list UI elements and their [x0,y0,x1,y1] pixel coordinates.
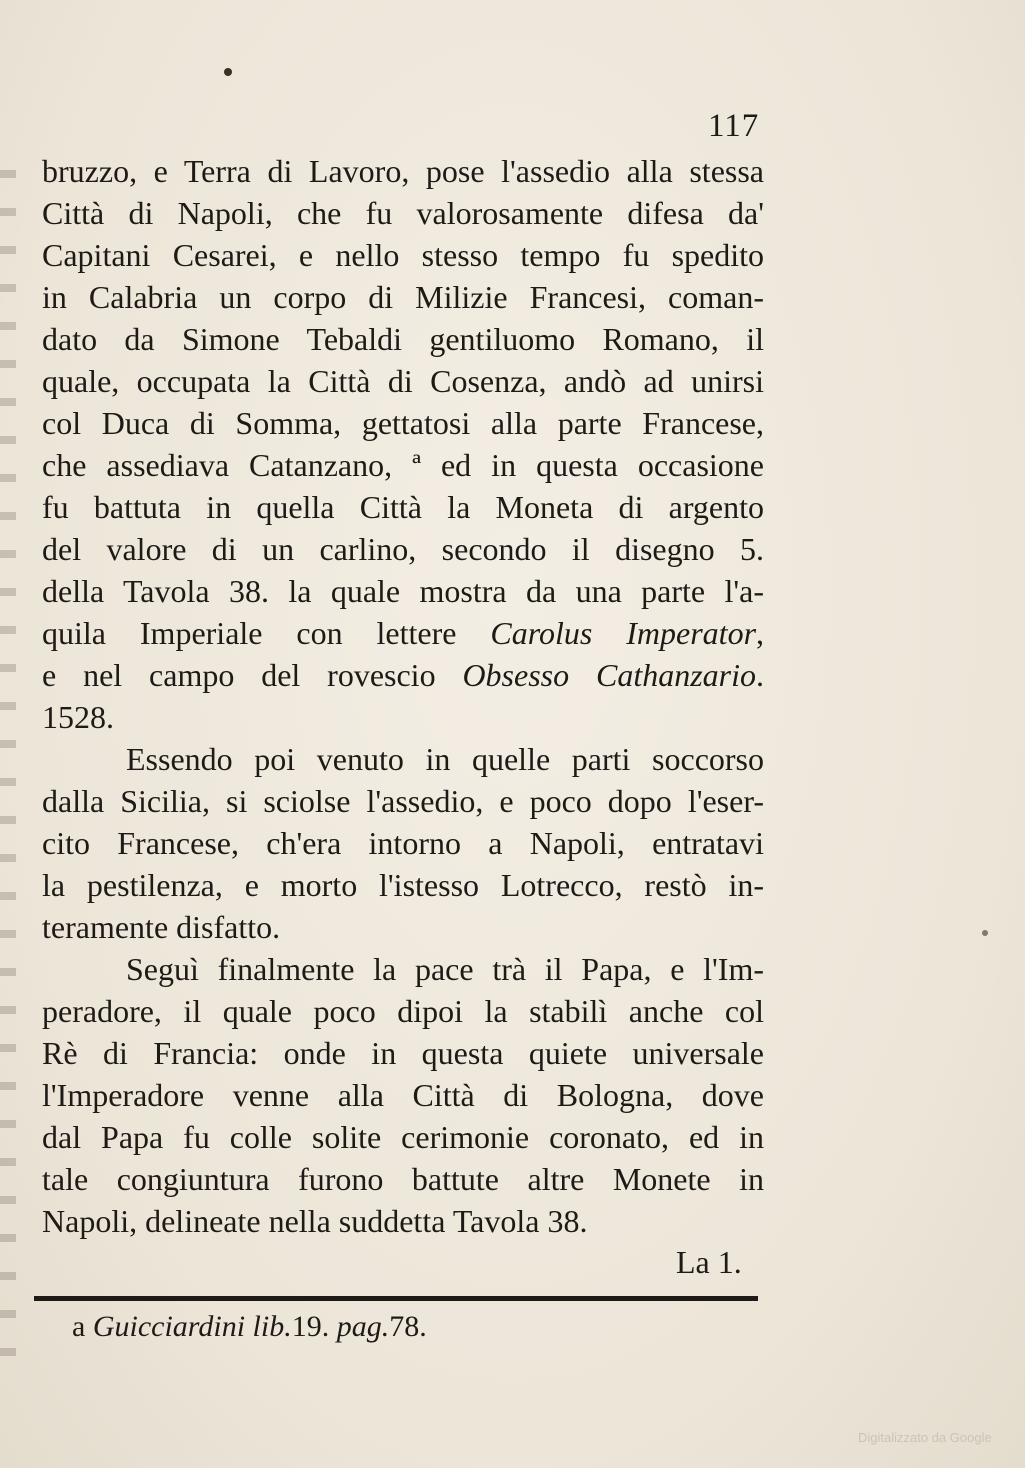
text-segment: quila Imperiale con lettere [42,615,457,651]
catchword: La 1. [676,1244,742,1280]
page-number: 117 [708,108,760,144]
text-line: in Calabria un corpo di Milizie Francesi, coman- [42,279,764,315]
footnote-number: 19. [291,1310,330,1343]
text-line: Rè di Francia: onde in questa quiete universale [42,1035,764,1071]
footnote-number: 78. [389,1310,427,1343]
text-line: dal Papa fu colle solite cerimonie coronato, ed in [42,1119,764,1155]
text-line: del valore di un carlino, secondo il disegno 5. [42,531,764,567]
footnote-marker: a [72,1310,86,1343]
text-line: bruzzo, e Terra di Lavoro, pose l'assedio alla stessa [42,153,764,189]
paragraph-first-line: Essendo poi venuto in quelle parti soccorso [126,741,764,777]
text-line-with-italic [42,612,764,654]
text-line: cito Francese, ch'era intorno a Napoli, entratavi [42,825,764,861]
footnote [72,1306,427,1348]
ink-spot [224,68,232,76]
ink-spot [982,930,988,936]
body-text [42,150,764,1242]
text-line: fu battuta in quella Città la Moneta di argento [42,489,764,525]
text-line: la pestilenza, e morto l'istesso Lotrecco, restò in- [42,867,764,903]
text-line: Capitani Cesarei, e nello stesso tempo fu spedito [42,237,764,273]
footnote-rule [34,1296,758,1301]
text-line: della Tavola 38. la quale mostra da una parte l'a- [42,573,764,609]
italic-inscription: Carolus Imperator [490,615,757,651]
binding-gutter [0,140,16,1380]
punctuation: . [756,657,764,693]
footnote-citation: pag. [336,1310,390,1343]
text-line: 1528. [42,699,114,735]
text-line: dalla Sicilia, si sciolse l'assedio, e poco dopo l'eser- [42,783,764,819]
text-line: l'Imperadore venne alla Città di Bologna, dove [42,1077,764,1113]
text-line: tale congiuntura furono battute altre Monete in [42,1161,764,1197]
text-line: Napoli, delineate nella suddetta Tavola 38. [42,1203,588,1239]
digitization-watermark: Digitalizzato da Google [858,1430,992,1445]
text-line: Città di Napoli, che fu valorosamente difesa da' [42,195,764,231]
italic-inscription: Obsesso Cathanzario [462,657,757,693]
text-line: dato da Simone Tebaldi gentiluomo Romano, il [42,321,764,357]
punctuation: , [756,615,764,651]
text-line: peradore, il quale poco dipoi la stabilì anche col [42,993,764,1029]
text-line: teramente disfatto. [42,909,281,945]
paragraph-first-line: Seguì finalmente la pace trà il Papa, e l'Im- [126,951,764,987]
text-segment: e nel campo del rovescio [42,657,436,693]
footnote-citation: Guicciardini lib. [92,1310,292,1343]
text-line: col Duca di Somma, gettatosi alla parte Francese, [42,405,764,441]
text-line: che assediava Catanzano, ª ed in questa occasione [42,447,764,483]
text-line: quale, occupata la Città di Cosenza, andò ad unirsi [42,363,764,399]
text-line-with-italic [42,654,764,696]
